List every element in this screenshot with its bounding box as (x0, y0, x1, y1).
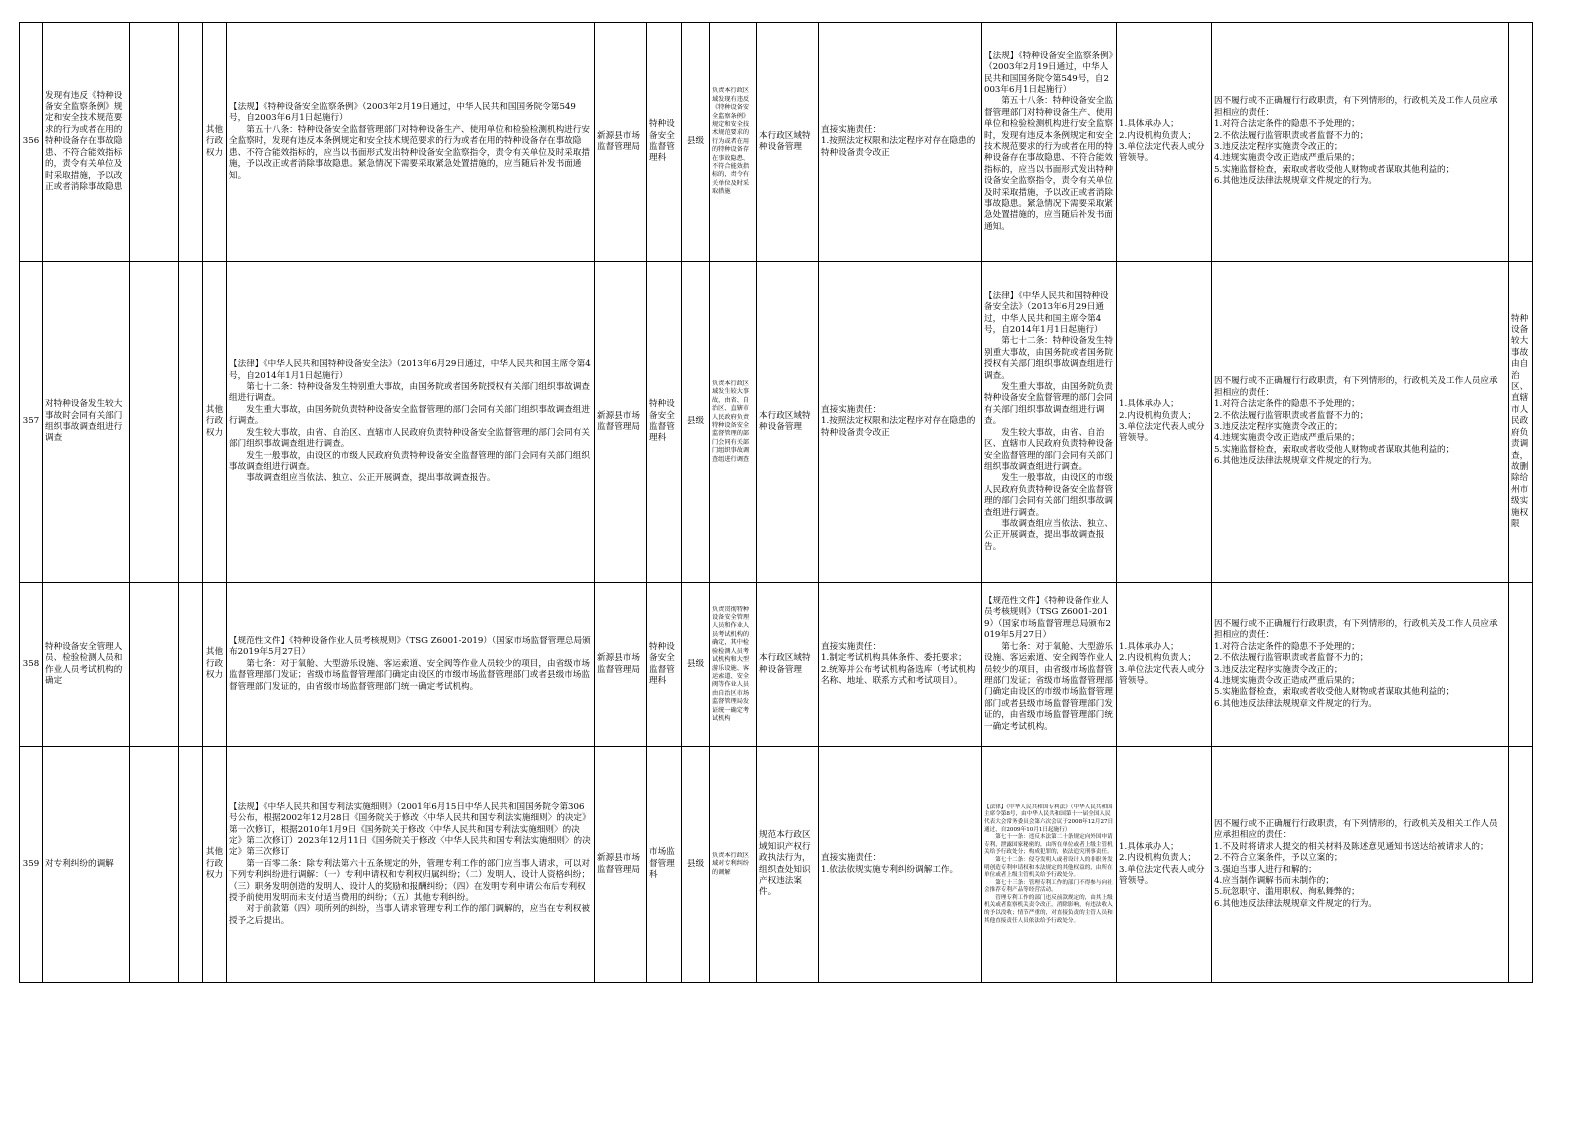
legal-basis (227, 747, 595, 983)
responsibility-basis-text: 【法律】《中华人民共和国专利法》（中华人民共和国主席令第8号，由中华人民共和国第十一届全国人民代表大会常务委员会第六次会议于2008年12月27日通过，自2009年10月1日起施行） 第七十一条：违反本法第二十条规定向外国申请专利，泄露国家秘密的，由所在单位或者上级主管机关给予行政处分；构成犯罪的，依法追究刑事责任。 第七十二条：侵夺发明人或者设计人的非职务发明创造专利申请权和本法规定的其他权益的，由所在单位或者上级主管机关给予行政处分。 第七十三条：管理专利工作的部门不得参与向社会推荐专利产品等经营活动。 管理专利工作的部门违反前款规定的，由其上级机关或者监察机关责令改正，消除影响，有违法收入的予以没收；情节严重的，对直接负责的主管人员和其他直接责任人员依法给予行政处分。 (984, 803, 1114, 924)
responsible-persons: 1.具体承办人； 2.内设机构负责人； 3.单位法定代表人或分管领导。 (1117, 747, 1212, 983)
implementing-department: 新源县市场监督管理局 (595, 23, 647, 262)
responsibility-basis-text: 【法规】《特种设备安全监察条例》（2003年2月19日通过，中华人民共和国国务院令第549号，自2003年6月1日起施行） 第五十八条：特种设备安全监督管理部门对特种设备生产、使用单位和检验检测机构进行安全监察时，发现有违反本条例规定和安全技术规范要求的行为或者在用的特种设备存在事故隐患、不符合能效指标的，应当以书面形式发出特种设备安全监察指令，责令有关单位及时采取措施，予以改正或者消除事故隐患。紧急情况下需要采取紧急处置措施的，应当随后补发书面通知。 (984, 50, 1113, 232)
administrative-level: 县级 (682, 583, 710, 747)
legal-basis (227, 583, 595, 747)
implementing-department: 新源县市场监督管理局 (595, 262, 647, 583)
implementing-department: 新源县市场监督管理局 (595, 583, 647, 747)
implementation-scope-text: 负责本行政区域发生较大事故，由省、自治区、直辖市人民政府负责特种设备安全监督管理的部门会同有关部门组织事故调查组进行调查 (712, 379, 750, 463)
code-cell (179, 23, 203, 262)
table-row (20, 23, 1533, 262)
responsibility-items: 直接实施责任： 1.按照法定权限和法定程序对存在隐患的特种设备责令改正 (819, 23, 982, 262)
remarks (1509, 747, 1533, 983)
responsibility-basis-text: 【法律】《中华人民共和国特种设备安全法》（2013年6月29日通过，中华人民共和国主席令第4号，自2014年1月1日起施行） 第七十二条：特种设备发生特别重大事故，由国务院或者国务院授权有关部门组织事故调查组进行调查。 发生重大事故，由国务院负责特种设备安全监督管理的部门会同有关部门组织事故调查组进行调查。 发生较大事故，由省、自治区、直辖市人民政府负责特种设备安全监督管理的部门会同有关部门组织事故调查组进行调查。 发生一般事故，由设区的市级人民政府负责特种设备安全监督管理的部门会同有关部门组织事故调查组进行调查。 事故调查组应当依法、独立、公正开展调查，提出事故调查报告。 (984, 290, 1113, 552)
power-type: 其他行政权力 (203, 583, 227, 747)
responsible-office: 市场监督管理科 (647, 747, 682, 983)
administrative-level: 县级 (682, 747, 710, 983)
management-object: 本行政区域特种设备管理 (757, 583, 819, 747)
power-item-name: 对专利纠纷的调解 (43, 747, 130, 983)
responsible-office: 特种设备安全监督管理科 (647, 23, 682, 262)
remarks: 特种设备较大事故由自治区、直辖市人民政府负责调查，故删除给州市级实施权限 (1509, 262, 1533, 583)
implementation-scope (710, 262, 757, 583)
code-cell (179, 583, 203, 747)
implementation-scope-text: 负责本行政区域对专利纠纷的调解 (712, 851, 750, 876)
power-item-name: 特种设备安全管理人员、检验检测人员和作业人员考试机构的确定 (43, 583, 130, 747)
sub-item-cell (130, 23, 179, 262)
responsible-persons: 1.具体承办人； 2.内设机构负责人； 3.单位法定代表人或分管领导。 (1117, 262, 1212, 583)
power-list-table (19, 22, 1533, 983)
row-number: 356 (20, 23, 43, 262)
legal-basis-text: 【规范性文件】《特种设备作业人员考核规则》（TSG Z6001-2019）（国家市场监督管理总局颁布2019年5月27日） 第七条：对于氧舱、大型游乐设施、客运索道、安全阀等作业人员较少的项目，由省级市场监督管理部门发证；省级市场监督管理部门确定由设区的市级市场监督管理部门或者县级市场监督管理部门发证的，由省级市场监督管理部门统一确定考试机构。 (229, 635, 591, 692)
management-object: 本行政区域特种设备管理 (757, 23, 819, 262)
responsibility-basis (982, 23, 1117, 262)
code-cell (179, 262, 203, 583)
liability-matters: 因不履行或不正确履行行政职责，有下列情形的，行政机关及相关工作人员应承担相应的责任： 1.不及时将请求人提交的相关材料及陈述意见通知书送达给被请求人的； 2.不符合立案条件，予以立案的； 3.强迫当事人进行和解的； 4.应当制作调解书而未制作的； 5.玩忽职守、滥用职权、徇私舞弊的； 6.其他违反法律法规规章文件规定的行为。 (1212, 747, 1509, 983)
row-number: 359 (20, 747, 43, 983)
implementation-scope (710, 23, 757, 262)
power-item-name: 对特种设备发生较大事故时会同有关部门组织事故调查组进行调查 (43, 262, 130, 583)
implementation-scope (710, 747, 757, 983)
legal-basis-text: 【法律】《中华人民共和国特种设备安全法》（2013年6月29日通过，中华人民共和国主席令第4号，自2014年1月1日起施行） 第七十二条：特种设备发生特别重大事故，由国务院或者国务院授权有关部门组织事故调查组进行调查。 发生重大事故，由国务院负责特种设备安全监督管理的部门会同有关部门组织事故调查组进行调查。 发生较大事故，由省、自治区、直辖市人民政府负责特种设备安全监督管理的部门会同有关部门组织事故调查组进行调查。 发生一般事故，由设区的市级人民政府负责特种设备安全监督管理的部门会同有关部门组织事故调查组进行调查。 事故调查组应当依法、独立、公正开展调查，提出事故调查报告。 (229, 359, 591, 484)
responsibility-basis (982, 262, 1117, 583)
legal-basis-text: 【法规】《中华人民共和国专利法实施细则》（2001年6月15日中华人民共和国国务院令第306号公布，根据2002年12月28日《国务院关于修改〈中华人民共和国专利法实施细则〉的决定》第一次修订，根据2010年1月9日《国务院关于修改〈中华人民共和国专利法实施细则〉的决定》第二次修订）2023年12月11日《国务院关于修改〈中华人民共和国专利法实施细则〉的决定》第三次修订 第一百零二条：除专利法第六十五条规定的外，管理专利工作的部门应当事人请求，可以对下列专利纠纷进行调解：（一）专利申请权和专利权归属纠纷；（二）发明人、设计人资格纠纷；（三）职务发明创造的发明人、设计人的奖励和报酬纠纷；（四）在发明专利申请公布后专利权授予前使用发明而未支付适当费用的纠纷；（五）其他专利纠纷。 对于前款第（四）项所列的纠纷，当事人请求管理专利工作的部门调解的，应当在专利权被授予之后提出。 (229, 801, 591, 926)
implementation-scope-text: 负责本行政区域发现有违反《特种设备安全监察条例》规定和安全技术规范要求的行为或者在用的特种设备存在事故隐患、不符合能效指标的，责令有关单位及时采取措施 (712, 87, 750, 196)
liability-matters: 因不履行或不正确履行行政职责，有下列情形的，行政机关及工作人员应承担相应的责任： 1.对符合法定条件的隐患不予处理的； 2.不依法履行监管职责或者监督不力的； 3.违反法定程序实施责令改正的； 4.违规实施责令改正造成严重后果的； 5.实施监督检查，索取或者收受他人财物或者谋取其他利益的； 6.其他违反法律法规规章文件规定的行为。 (1212, 583, 1509, 747)
implementing-department: 新源县市场监督管理局 (595, 747, 647, 983)
responsible-office: 特种设备安全监督管理科 (647, 262, 682, 583)
row-number: 358 (20, 583, 43, 747)
responsibility-basis-text: 【规范性文件】《特种设备作业人员考核规则》（TSG Z6001-2019）（国家市场监督管理总局颁布2019年5月27日） 第七条：对于氧舱、大型游乐设施、客运索道、安全阀等作业人员较少的项目，由省级市场监督管理部门发证；省级市场监督管理部门确定由设区的市级市场监督管理部门或者县级市场监督管理部门发证的，由省级市场监督管理部门统一确定考试机构。 (984, 596, 1113, 732)
table-row (20, 583, 1533, 747)
responsibility-items: 直接实施责任： 1.按照法定权限和法定程序对存在隐患的特种设备责令改正 (819, 262, 982, 583)
responsible-persons: 1.具体承办人； 2.内设机构负责人； 3.单位法定代表人或分管领导。 (1117, 583, 1212, 747)
management-object: 规范本行政区域知识产权行政执法行为，组织查处知识产权违法案件。 (757, 747, 819, 983)
legal-basis (227, 262, 595, 583)
legal-basis-text: 【法规】《特种设备安全监察条例》（2003年2月19日通过，中华人民共和国国务院令第549号，自2003年6月1日起施行） 第五十八条：特种设备安全监督管理部门对特种设备生产、使用单位和检验检测机构进行安全监察时，发现有违反本条例规定和安全技术规范要求的行为或者在用的特种设备存在事故隐患、不符合能效指标的，应当以书面形式发出特种设备安全监察指令，责令有关单位及时采取措施，予以改正或者消除事故隐患。紧急情况下需要采取紧急处置措施的，应当随后补发书面通知。 (229, 102, 590, 181)
power-type: 其他行政权力 (203, 23, 227, 262)
responsibility-items: 直接实施责任： 1.依法依规实施专利纠纷调解工作。 (819, 747, 982, 983)
remarks (1509, 23, 1533, 262)
row-number: 357 (20, 262, 43, 583)
management-object: 本行政区域特种设备管理 (757, 262, 819, 583)
sub-item-cell (130, 747, 179, 983)
sub-item-cell (130, 262, 179, 583)
implementation-scope (710, 583, 757, 747)
sub-item-cell (130, 583, 179, 747)
legal-basis (227, 23, 595, 262)
table-row (20, 262, 1533, 583)
power-type: 其他行政权力 (203, 747, 227, 983)
power-item-name: 发现有违反《特种设备安全监察条例》规定和安全技术规范要求的行为或者在用的特种设备存在事故隐患、不符合能效指标的，责令有关单位及时采取措施，予以改正或者消除事故隐患 (43, 23, 130, 262)
responsibility-basis (982, 747, 1117, 983)
table-row (20, 747, 1533, 983)
responsibility-items: 直接实施责任： 1.制定考试机构具体条件、委托要求； 2.统筹并公布考试机构备选库（考试机构名称、地址、联系方式和考试项目）。 (819, 583, 982, 747)
remarks (1509, 583, 1533, 747)
responsible-office: 特种设备安全监督管理科 (647, 583, 682, 747)
liability-matters: 因不履行或不正确履行行政职责，有下列情形的，行政机关及工作人员应承担相应的责任： 1.对符合法定条件的隐患不予处理的； 2.不依法履行监管职责或者监督不力的； 3.违反法定程序实施责令改正的； 4.违规实施责令改正造成严重后果的； 5.实施监督检查，索取或者收受他人财物或者谋取其他利益的； 6.其他违反法律法规规章文件规定的行为。 (1212, 262, 1509, 583)
responsible-persons: 1.具体承办人； 2.内设机构负责人； 3.单位法定代表人或分管领导。 (1117, 23, 1212, 262)
liability-matters: 因不履行或不正确履行行政职责，有下列情形的，行政机关及工作人员应承担相应的责任： 1.对符合法定条件的隐患不予处理的； 2.不依法履行监管职责或者监督不力的； 3.违反法定程序实施责令改正的； 4.违规实施责令改正造成严重后果的； 5.实施监督检查，索取或者收受他人财物或者谋取其他利益的； 6.其他违反法律法规规章文件规定的行为。 (1212, 23, 1509, 262)
responsibility-basis (982, 583, 1117, 747)
code-cell (179, 747, 203, 983)
power-type: 其他行政权力 (203, 262, 227, 583)
administrative-level: 县级 (682, 262, 710, 583)
administrative-level: 县级 (682, 23, 710, 262)
implementation-scope-text: 负责贯彻特种设备安全管理人员和作业人员考试机构的确定，其中检验检测人员考试机构和大型游乐设施、客运索道、安全阀等作业人员由自治区市场监督管理局发证统一确定考试机构 (712, 605, 750, 722)
